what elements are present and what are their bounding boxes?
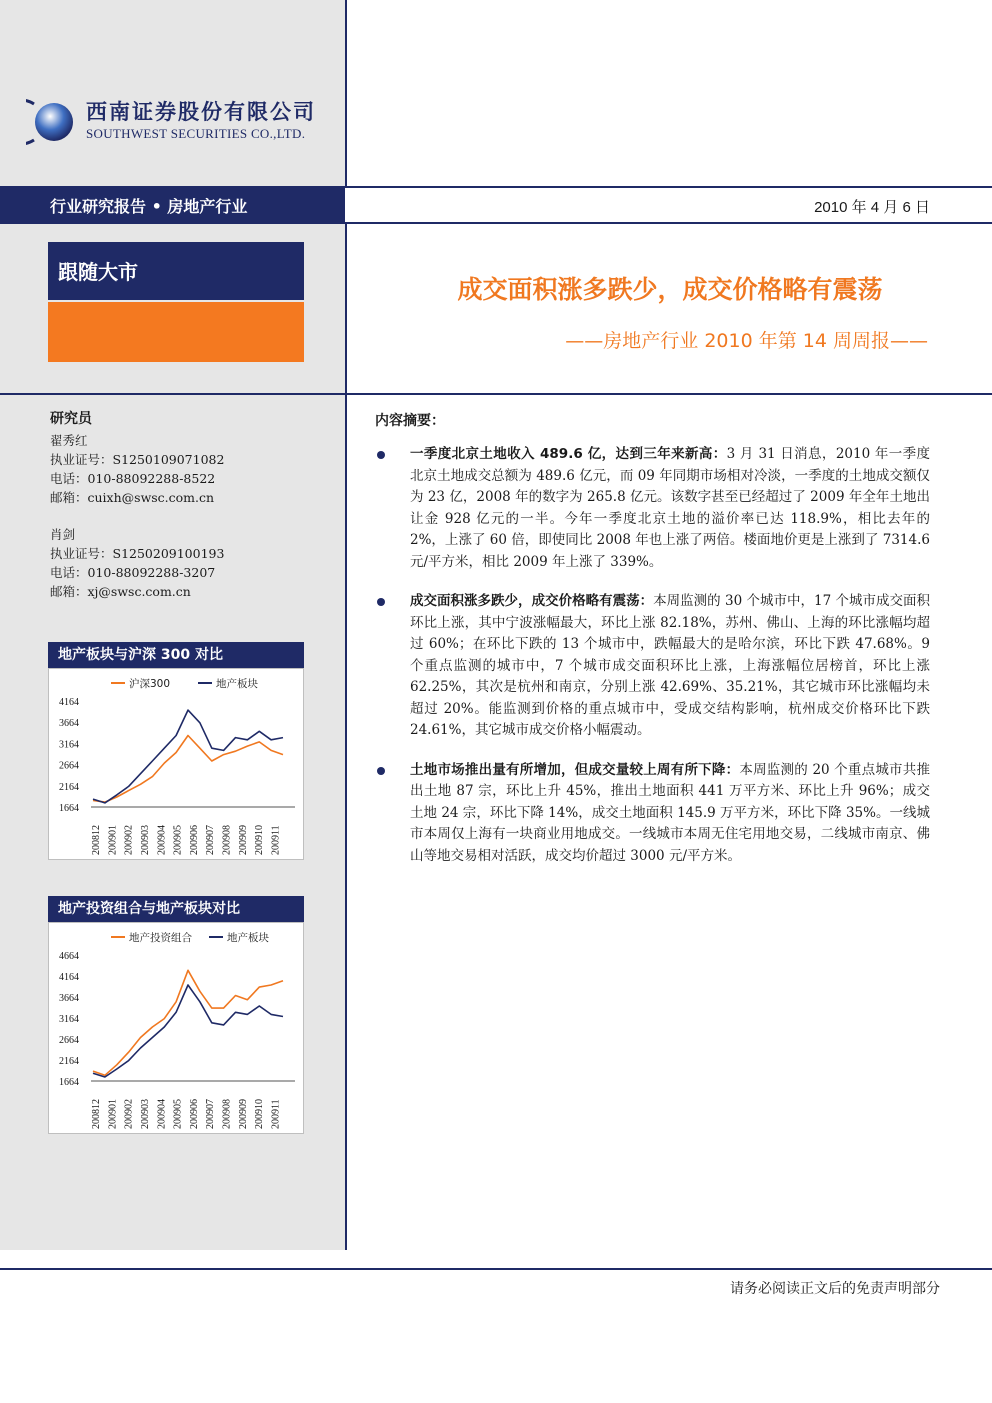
report-subtitle: ——房地产行业 2010 年第 14 周周报—— [565,330,928,352]
x-tick-label: 200902 [123,825,135,855]
rating-label-box [48,242,304,300]
rating-box [48,242,304,362]
company-name-cn: 西南证券股份有限公司 [86,100,316,124]
x-tick-label: 200904 [156,825,168,855]
y-tick-label: 1664 [59,803,79,814]
rating-label: 跟随大市 [58,260,138,284]
report-header-band [0,186,992,224]
bullet-icon [377,451,385,459]
x-tick-label: 200909 [237,825,249,855]
chart-panel-portfolio-vs-sector [48,896,304,1134]
legend-label: 地产板块 [216,678,258,690]
x-tick-label: 200901 [107,1099,119,1129]
x-tick-label: 200902 [123,1099,135,1129]
footer-divider [0,1268,992,1270]
company-logo [26,94,346,154]
y-tick-label: 3664 [59,993,79,1004]
analyst-card [50,431,340,507]
y-tick-label: 2664 [59,1035,79,1046]
analyst-name: 翟秀红 [50,433,88,448]
x-tick-label: 200812 [91,825,102,855]
analyst-license: 执业证号：S1250209100193 [50,546,225,561]
line-chart [49,669,303,859]
company-name-en: SOUTHWEST SECURITIES CO.,LTD. [86,126,306,141]
x-tick-label: 200908 [221,825,233,855]
x-tick-label: 200907 [205,1099,217,1129]
chart-body [48,668,304,860]
y-tick-label: 3164 [59,739,79,751]
disclaimer-note: 请务必阅读正文后的免责声明部分 [730,1281,940,1297]
section-divider [0,393,992,395]
x-tick-label: 200909 [237,1099,249,1129]
analyst-phone: 电话：010-88092288-3207 [50,565,216,580]
bullet-heading: 土地市场推出量有所增加，但成交量较上周有所下降： [410,761,740,778]
summary-bullet [375,444,930,573]
y-tick-label: 4164 [59,972,79,983]
x-tick-label: 200901 [107,825,119,855]
bullet-heading: 一季度北京土地收入 489.6 亿，达到三年来新高： [410,446,727,462]
x-tick-label: 200906 [188,1099,200,1129]
report-date: 2010 年 4 月 6 日 [814,199,930,216]
x-tick-label: 200905 [172,825,184,855]
bullet-body: 3 月 31 日消息，2010 年一季度北京土地成交总额为 489.6 亿元，而 09 年同期市场相对冷淡，一季度的土地成交额仅为 23 亿，2008 年的数字为 265.8 亿元。该数字甚至已经超过了 2009 年全年土地出让金 928 亿元的一半。今年一季度北京土地的溢价率已达 118.9%，相比去年的 2%，上涨了 60 倍，即使同比 2008 年也上涨了两倍。楼面地价更是上涨到了 7314.6 元/平方米，相比 2009 年上涨了 339%。 [410,446,930,570]
chart-body [48,922,304,1134]
analyst-card [50,525,340,601]
summary-section [375,410,930,885]
summary-bullet [375,591,930,742]
y-tick-label: 2664 [59,760,79,772]
analyst-email[interactable]: 邮箱：xj@swsc.com.cn [50,584,191,599]
summary-title: 内容摘要： [375,413,445,429]
x-tick-label: 200907 [205,825,217,855]
summary-bullet [375,760,930,868]
globe-logo-icon [26,98,78,146]
y-tick-label: 2164 [59,781,79,793]
x-tick-label: 200903 [139,825,151,855]
analyst-section-title: 研究员 [50,411,92,427]
y-tick-label: 3664 [59,718,79,730]
legend-label: 地产投资组合 [129,932,192,944]
report-type-box [0,188,345,222]
chart-panel-sector-vs-hs300 [48,642,304,860]
report-title: 成交面积涨多跌少，成交价格略有震荡 [457,275,883,304]
report-type: 行业研究报告 • 房地产行业 [50,197,248,216]
analyst-section [50,410,340,619]
legend-label: 沪深300 [129,678,171,690]
x-tick-label: 200910 [254,1099,266,1129]
series-line [93,710,283,803]
x-tick-label: 200910 [254,825,266,855]
chart-title: 地产板块与沪深 300 对比 [48,642,304,668]
y-tick-label: 1664 [59,1077,79,1088]
analyst-phone: 电话：010-88092288-8522 [50,471,216,486]
analyst-license: 执业证号：S1250109071082 [50,452,225,467]
x-tick-label: 200908 [221,1099,233,1129]
x-tick-label: 200904 [156,1099,168,1129]
line-chart [49,923,303,1133]
bullet-icon [377,598,385,606]
y-tick-label: 4664 [59,951,79,962]
x-tick-label: 200812 [91,1099,102,1129]
bullet-body: 本周监测的 30 个城市中，17 个城市成交面积环比上涨，其中宁波涨幅最大，环比上涨 82.18%，苏州、佛山、上海的环比涨幅均超过 60%；在环比下跌的 13 个城市中，跌幅最大的是哈尔滨，环比下跌 47.68%。9 个重点监测的城市中，7 个城市成交面积环比上涨，上海涨幅位居榜首，环比上涨 62.25%，其次是杭州和南京，分别上涨 42.69%、35.21%，其它城市环比涨幅均未超过 20%。能监测到价格的重点城市中，受成交结构影响，杭州成交价格环比下跌 24.61%，其它城市成交价格小幅震动。 [410,593,931,738]
analyst-name: 肖剑 [50,527,76,542]
rating-accent-block [48,302,304,362]
y-tick-label: 3164 [59,1014,79,1025]
series-line [93,985,283,1077]
bullet-body: 本周监测的 20 个重点城市共推出土地 87 宗，环比上升 45%，推出土地面积 441 万平方米、环比上升 96%；成交土地 24 宗，环比下降 14%，成交土地面积 145.9 万平方米，环比下降 35%。一线城市本周仅上海有一块商业用地成交。一线城市本周无住宅用地交易，二线城市南京、佛山等地交易相对活跃，成交均价超过 3000 元/平方米。 [410,761,930,864]
y-tick-label: 2164 [59,1056,79,1067]
x-tick-label: 200911 [270,1099,282,1129]
x-tick-label: 200911 [270,825,282,855]
bullet-icon [377,767,385,775]
x-tick-label: 200906 [188,825,200,855]
legend-label: 地产板块 [227,932,269,944]
x-tick-label: 200905 [172,1099,184,1129]
chart-title: 地产投资组合与地产板块对比 [48,896,304,922]
analyst-email[interactable]: 邮箱：cuixh@swsc.com.cn [50,490,215,505]
y-tick-label: 4164 [59,697,79,708]
x-tick-label: 200903 [139,1099,151,1129]
bullet-heading: 成交面积涨多跌少，成交价格略有震荡： [410,593,654,609]
